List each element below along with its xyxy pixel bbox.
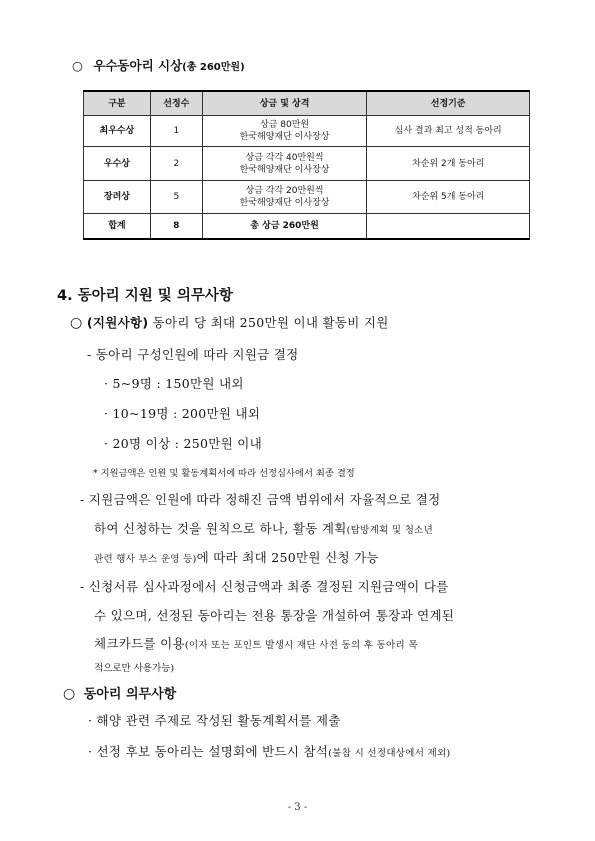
table-row	[84, 181, 530, 214]
award-section-total: (총 260만원)	[182, 62, 245, 73]
award-total-prize: 총 상금 260만원	[202, 214, 367, 239]
support-paragraph-small: 적으로만 사용가능)	[94, 663, 175, 674]
table-row-total	[84, 214, 530, 239]
award-count: 1	[150, 116, 202, 147]
award-prize-title: 한국해양재단 이사장상	[239, 164, 330, 175]
support-tier: · 20명 이상 : 250만원 이내	[104, 436, 263, 451]
page-number: - 3 -	[287, 802, 308, 813]
award-prize-amount: 상금 80만원	[260, 120, 310, 130]
circle-bullet-icon: ○	[70, 315, 83, 331]
award-category: 최우수상	[84, 116, 151, 147]
support-tier: · 10~19명 : 200만원 내외	[104, 406, 261, 421]
award-prize	[202, 147, 367, 181]
duty-item-small: (불참 시 선정대상에서 제외)	[328, 748, 451, 759]
support-sub: - 동아리 구성인원에 따라 지원금 결정	[87, 347, 299, 362]
award-table-header-row	[84, 91, 530, 116]
award-prize-title: 한국해양재단 이사장상	[239, 132, 330, 142]
award-table-header: 선정기준	[367, 91, 530, 116]
award-section-title	[72, 56, 245, 74]
award-prize-amount: 상금 각각 20만원씩	[245, 186, 324, 196]
support-paragraph-text: 체크카드를 이용	[94, 636, 185, 651]
award-category: 우수상	[84, 147, 151, 181]
award-count: 5	[150, 181, 202, 214]
award-criteria: 심사 결과 최고 성적 동아리	[367, 116, 530, 147]
duty-item-text: · 선정 후보 동아리는 설명회에 반드시 참석	[88, 744, 329, 759]
award-prize-title: 한국해양재단 이사장상	[239, 198, 330, 208]
duty-title-line	[63, 683, 176, 702]
support-paragraph-line	[94, 548, 379, 566]
award-table	[83, 90, 530, 240]
support-paragraph-line	[94, 519, 433, 537]
award-prize-amount: 상금 각각 40만원씩	[245, 152, 324, 163]
award-prize	[202, 116, 367, 147]
support-note: * 지원금액은 인원 및 활동계획서에 따라 선정심사에서 최종 결정	[93, 468, 355, 479]
award-section-title-text: 우수동아리 시상	[93, 58, 183, 73]
table-row	[84, 147, 530, 181]
award-prize	[202, 181, 367, 214]
circle-bullet-icon: ○	[72, 58, 83, 73]
award-table-header: 상금 및 상격	[202, 91, 367, 116]
support-paragraph-line: - 신청서류 심사과정에서 신청금액과 최종 결정된 지원금액이 다를	[80, 579, 449, 594]
support-paragraph-line	[94, 634, 418, 652]
support-label: (지원사항)	[86, 315, 149, 330]
award-total-label: 합계	[84, 214, 151, 239]
support-tier: · 5~9명 : 150만원 내외	[104, 376, 244, 391]
award-category: 장려상	[84, 181, 151, 214]
award-table-header: 구분	[84, 91, 151, 116]
support-text: 동아리 당 최대 250만원 이내 활동비 지원	[148, 315, 389, 330]
award-table-header: 선정수	[150, 91, 202, 116]
support-paragraph-small: (탐방계획 및 청소년	[346, 525, 434, 536]
award-criteria: 차순위 5개 동아리	[367, 181, 530, 214]
duty-title: 동아리 의무사항	[83, 687, 177, 702]
support-paragraph-line: 수 있으며, 선정된 동아리는 전용 통장을 개설하여 통장과 연계된	[94, 608, 455, 623]
support-line	[70, 313, 389, 331]
circle-bullet-icon: ○	[63, 686, 76, 702]
support-paragraph-small: (이자 또는 포인트 발생시 재단 사전 동의 후 동아리 목	[184, 640, 418, 651]
support-paragraph-text: 에 따라 최대 250만원 신청 가능	[196, 550, 379, 565]
award-count: 2	[150, 147, 202, 181]
support-paragraph-small: 관련 행사 부스 운영 등)	[94, 554, 197, 565]
table-row	[84, 116, 530, 147]
award-total-count: 8	[150, 214, 202, 239]
award-criteria: 차순위 2개 동아리	[367, 147, 530, 181]
duty-item	[88, 742, 451, 760]
duty-item: · 해양 관련 주제로 작성된 활동계획서를 제출	[88, 713, 341, 728]
award-total-criteria	[367, 214, 530, 239]
section-heading: 4. 동아리 지원 및 의무사항	[57, 288, 233, 304]
support-paragraph-line: - 지원금액은 인원에 따라 정해진 금액 범위에서 자율적으로 결정	[80, 492, 441, 507]
support-paragraph-text: 하여 신청하는 것을 원칙으로 하나, 활동 계획	[94, 521, 347, 536]
